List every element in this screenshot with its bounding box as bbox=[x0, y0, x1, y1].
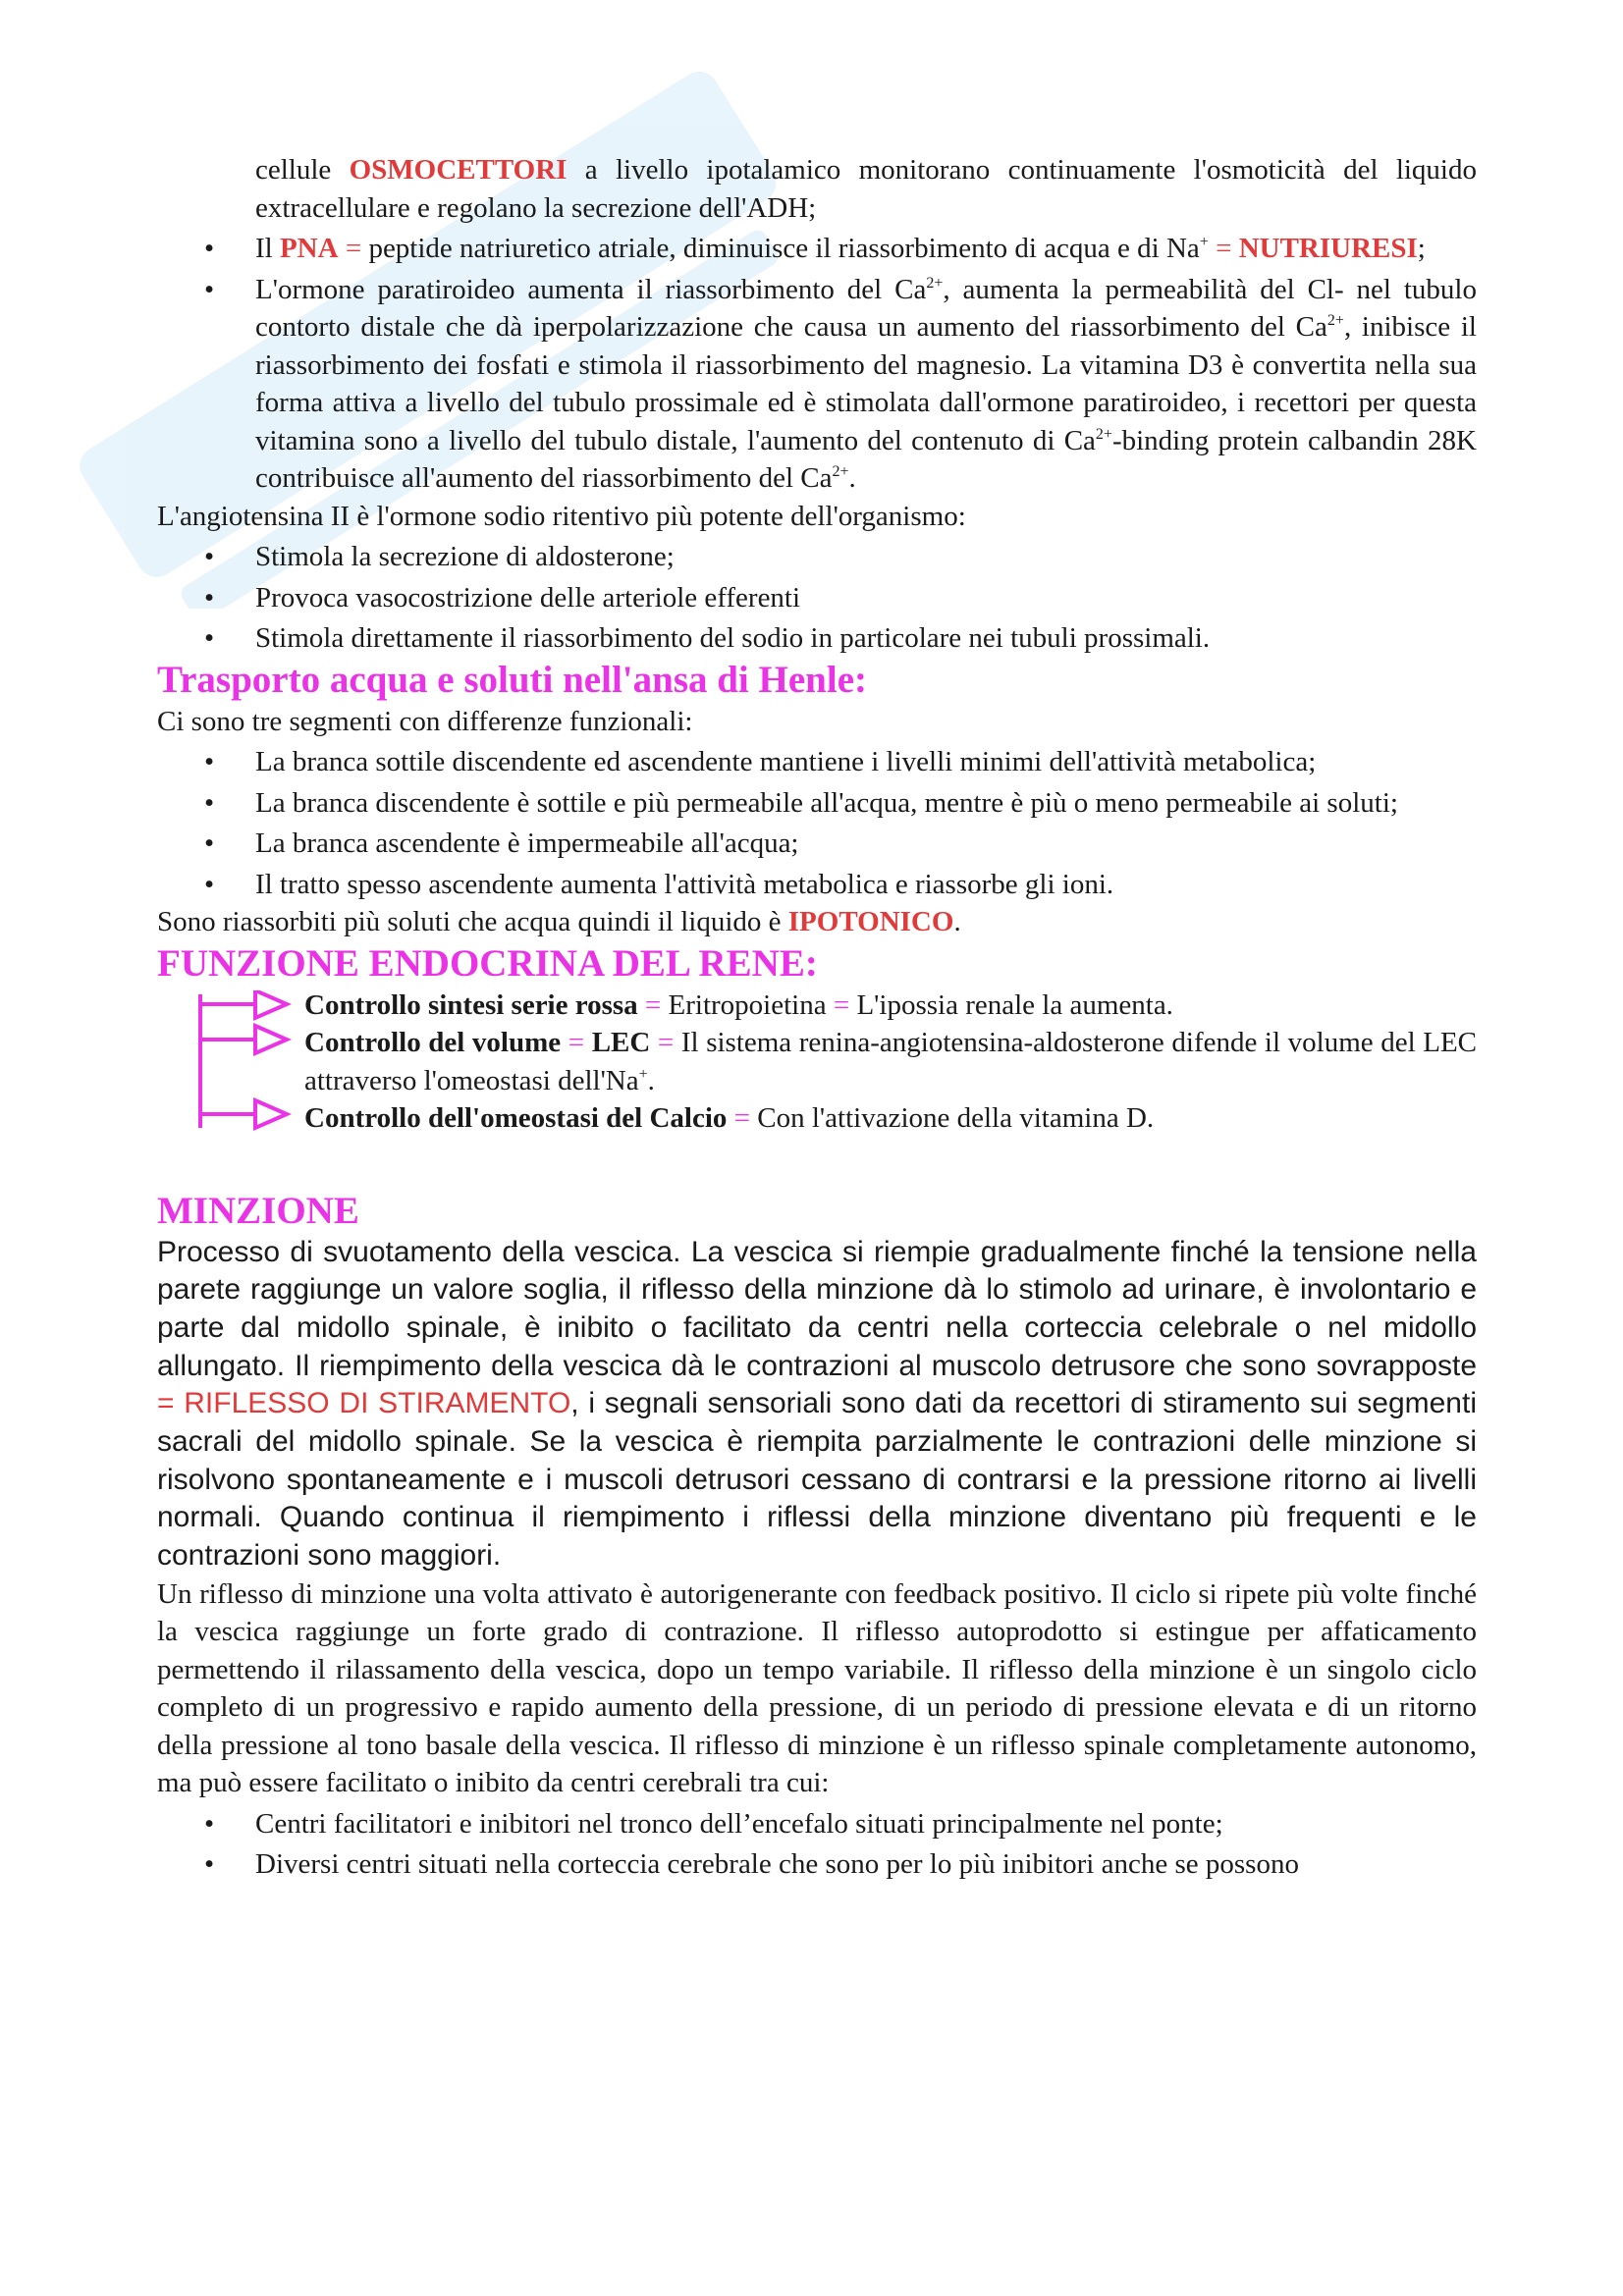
bullet-icon: • bbox=[204, 786, 215, 819]
henle-list bbox=[157, 743, 1477, 903]
minzione-list bbox=[157, 1805, 1477, 1884]
endocrine-item-calcium: Controllo dell'omeostasi del Calcio = Con l'attivazione della vitamina D. bbox=[304, 1102, 1155, 1134]
list-item: • La branca sottile discendente ed ascendente mantiene i livelli minimi dell'attività metabolica; bbox=[157, 743, 1477, 781]
document-content bbox=[157, 151, 1477, 1884]
highlight-osmocettori: OSMOCETTORI bbox=[349, 154, 568, 186]
list-item: • Centri facilitatori e inibitori nel tronco dell’encefalo situati principalmente nel ponte; bbox=[157, 1805, 1477, 1843]
section-heading-henle: Trasporto acqua e soluti nell'ansa di Henle: bbox=[157, 658, 867, 701]
bullet-icon: • bbox=[204, 1848, 215, 1881]
minzione-paragraph-1: Processo di svuotamento della vescica. La vescica si riempie gradualmente finché la tensione nella parete raggiunge un valore soglia, il riflesso della minzione dà lo stimolo ad urinare, è involontario e parte dal midollo spinale, è inibito o facilitato da centri nella corteccia celebrale o nel midollo allungato. Il riempimento della vescica dà le contrazioni al muscolo detrusore che sono sovrapposte = RIFLESSO DI STIRAMENTO, i segnali sensoriali sono dati da recettori di stiramento sui segmenti sacrali del midollo spinale. Se la vescica è riempita parzialmente le contrazioni delle minzione si risolvono spontaneamente e i muscoli detrusori cessano di contrarsi e la pressione ritorno ai livelli normali. Quando continua il riempimento i riflessi della minzione diventano più frequenti e le contrazioni sono maggiori. bbox=[157, 1235, 1477, 1573]
list-item: • Stimola direttamente il riassorbimento del sodio in particolare nei tubuli prossimali. bbox=[157, 619, 1477, 658]
bullet-icon: • bbox=[204, 273, 215, 305]
minzione-paragraph-2: Un riflesso di minzione una volta attivato è autorigenerante con feedback positivo. Il ciclo si ripete più volte finché la vescica raggiunge un forte grado di contrazione. Il riflesso autoprodotto si estingue per affaticamento permettendo il rilassamento della vescica, dopo un tempo variabile. Il riflesso della minzione è un singolo ciclo completo di un progressivo e rapido aumento della pressione, di un periodo di pressione elevata e di un ritorno della pressione al tono basale della vescica. Il riflesso di minzione è un riflesso spinale completamente autonomo, ma può essere facilitato o inibito da centri cerebrali tra cui: bbox=[157, 1577, 1477, 1799]
list-item: • Diversi centri situati nella corteccia cerebrale che sono per lo più inibitori anche se possono bbox=[157, 1845, 1477, 1884]
angiotensin-intro: L'angiotensina II è l'ormone sodio ritentivo più potente dell'organismo: bbox=[157, 500, 966, 532]
bullet-icon: • bbox=[204, 233, 215, 264]
list-item: • Provoca vasocostrizione delle arteriole efferenti bbox=[157, 579, 1477, 617]
endocrine-item-volume: Controllo del volume = LEC = Il sistema renina-angiotensina-aldosterone difende il volume del LEC attraverso l'omeostasi dell'Na+. bbox=[304, 1027, 1478, 1096]
endocrine-function-list bbox=[157, 987, 1477, 1138]
hormone-list bbox=[157, 230, 1477, 498]
section-heading-minzione: MINZIONE bbox=[157, 1189, 359, 1232]
highlight-ipotonico: IPOTONICO bbox=[787, 906, 954, 937]
bullet-icon: • bbox=[204, 541, 215, 572]
list-item: • La branca discendente è sottile e più permeabile all'acqua, mentre è più o meno permeabile ai soluti; bbox=[157, 784, 1477, 823]
list-item-pna: • Il PNA = peptide natriuretico atriale, diminuisce il riassorbimento di acqua e di Na+ = NUTRIURESI; bbox=[157, 230, 1477, 268]
henle-outro: Sono riassorbiti più soluti che acqua quindi il liquido è IPOTONICO. bbox=[157, 906, 961, 937]
list-item: • Il tratto spesso ascendente aumenta l'attività metabolica e riassorbe gli ioni. bbox=[157, 866, 1477, 904]
bullet-icon: • bbox=[204, 868, 215, 900]
angiotensin-list bbox=[157, 538, 1477, 658]
list-item: • La branca ascendente è impermeabile all'acqua; bbox=[157, 825, 1477, 863]
intro-paragraph: cellule OSMOCETTORI a livello ipotalamico monitorano continuamente l'osmoticità del liquido extracellulare e regolano la secrezione dell'ADH; bbox=[255, 154, 1477, 224]
section-heading-endocrine: FUNZIONE ENDOCRINA DEL RENE: bbox=[157, 941, 818, 985]
henle-intro: Ci sono tre segmenti con differenze funzionali: bbox=[157, 705, 693, 737]
highlight-pna: PNA bbox=[279, 233, 339, 264]
bullet-icon: • bbox=[204, 746, 215, 777]
list-item-pth: • L'ormone paratiroideo aumenta il riassorbimento del $Ca^{2+}$, aumenta la permeabilità del Cl- nel tubulo contorto distale che dà iperpolarizzazione che causa un aumento del riassorbimento del $Ca^{2+}$, inibisce il riassorbimento dei fosfati e stimola il riassorbimento del magnesio. La vitamina D3 è convertita nella sua forma attiva a livello del tubulo prossimale ed è stimolata dall'ormone paratiroideo, i recettori per questa vitamina sono a livello del tubulo distale, l'aumento del contenuto di $Ca^{2+}$-binding protein calbandin 28K contribuisce all'aumento del riassorbimento del $Ca^{2+}$. bbox=[157, 271, 1477, 498]
highlight-nutriuresi: NUTRIURESI bbox=[1238, 233, 1418, 264]
bullet-icon: • bbox=[204, 1807, 215, 1840]
list-item: • Stimola la secrezione di aldosterone; bbox=[157, 538, 1477, 576]
bullet-icon: • bbox=[204, 622, 215, 654]
branch-arrows-icon bbox=[196, 990, 304, 1138]
endocrine-item-erythropoiesis: Controllo sintesi serie rossa = Eritropoietina = L'ipossia renale la aumenta. bbox=[304, 988, 1173, 1021]
bullet-icon: • bbox=[204, 828, 215, 859]
bullet-icon: • bbox=[204, 581, 215, 614]
highlight-riflesso-stiramento: = RIFLESSO DI STIRAMENTO bbox=[157, 1387, 571, 1420]
